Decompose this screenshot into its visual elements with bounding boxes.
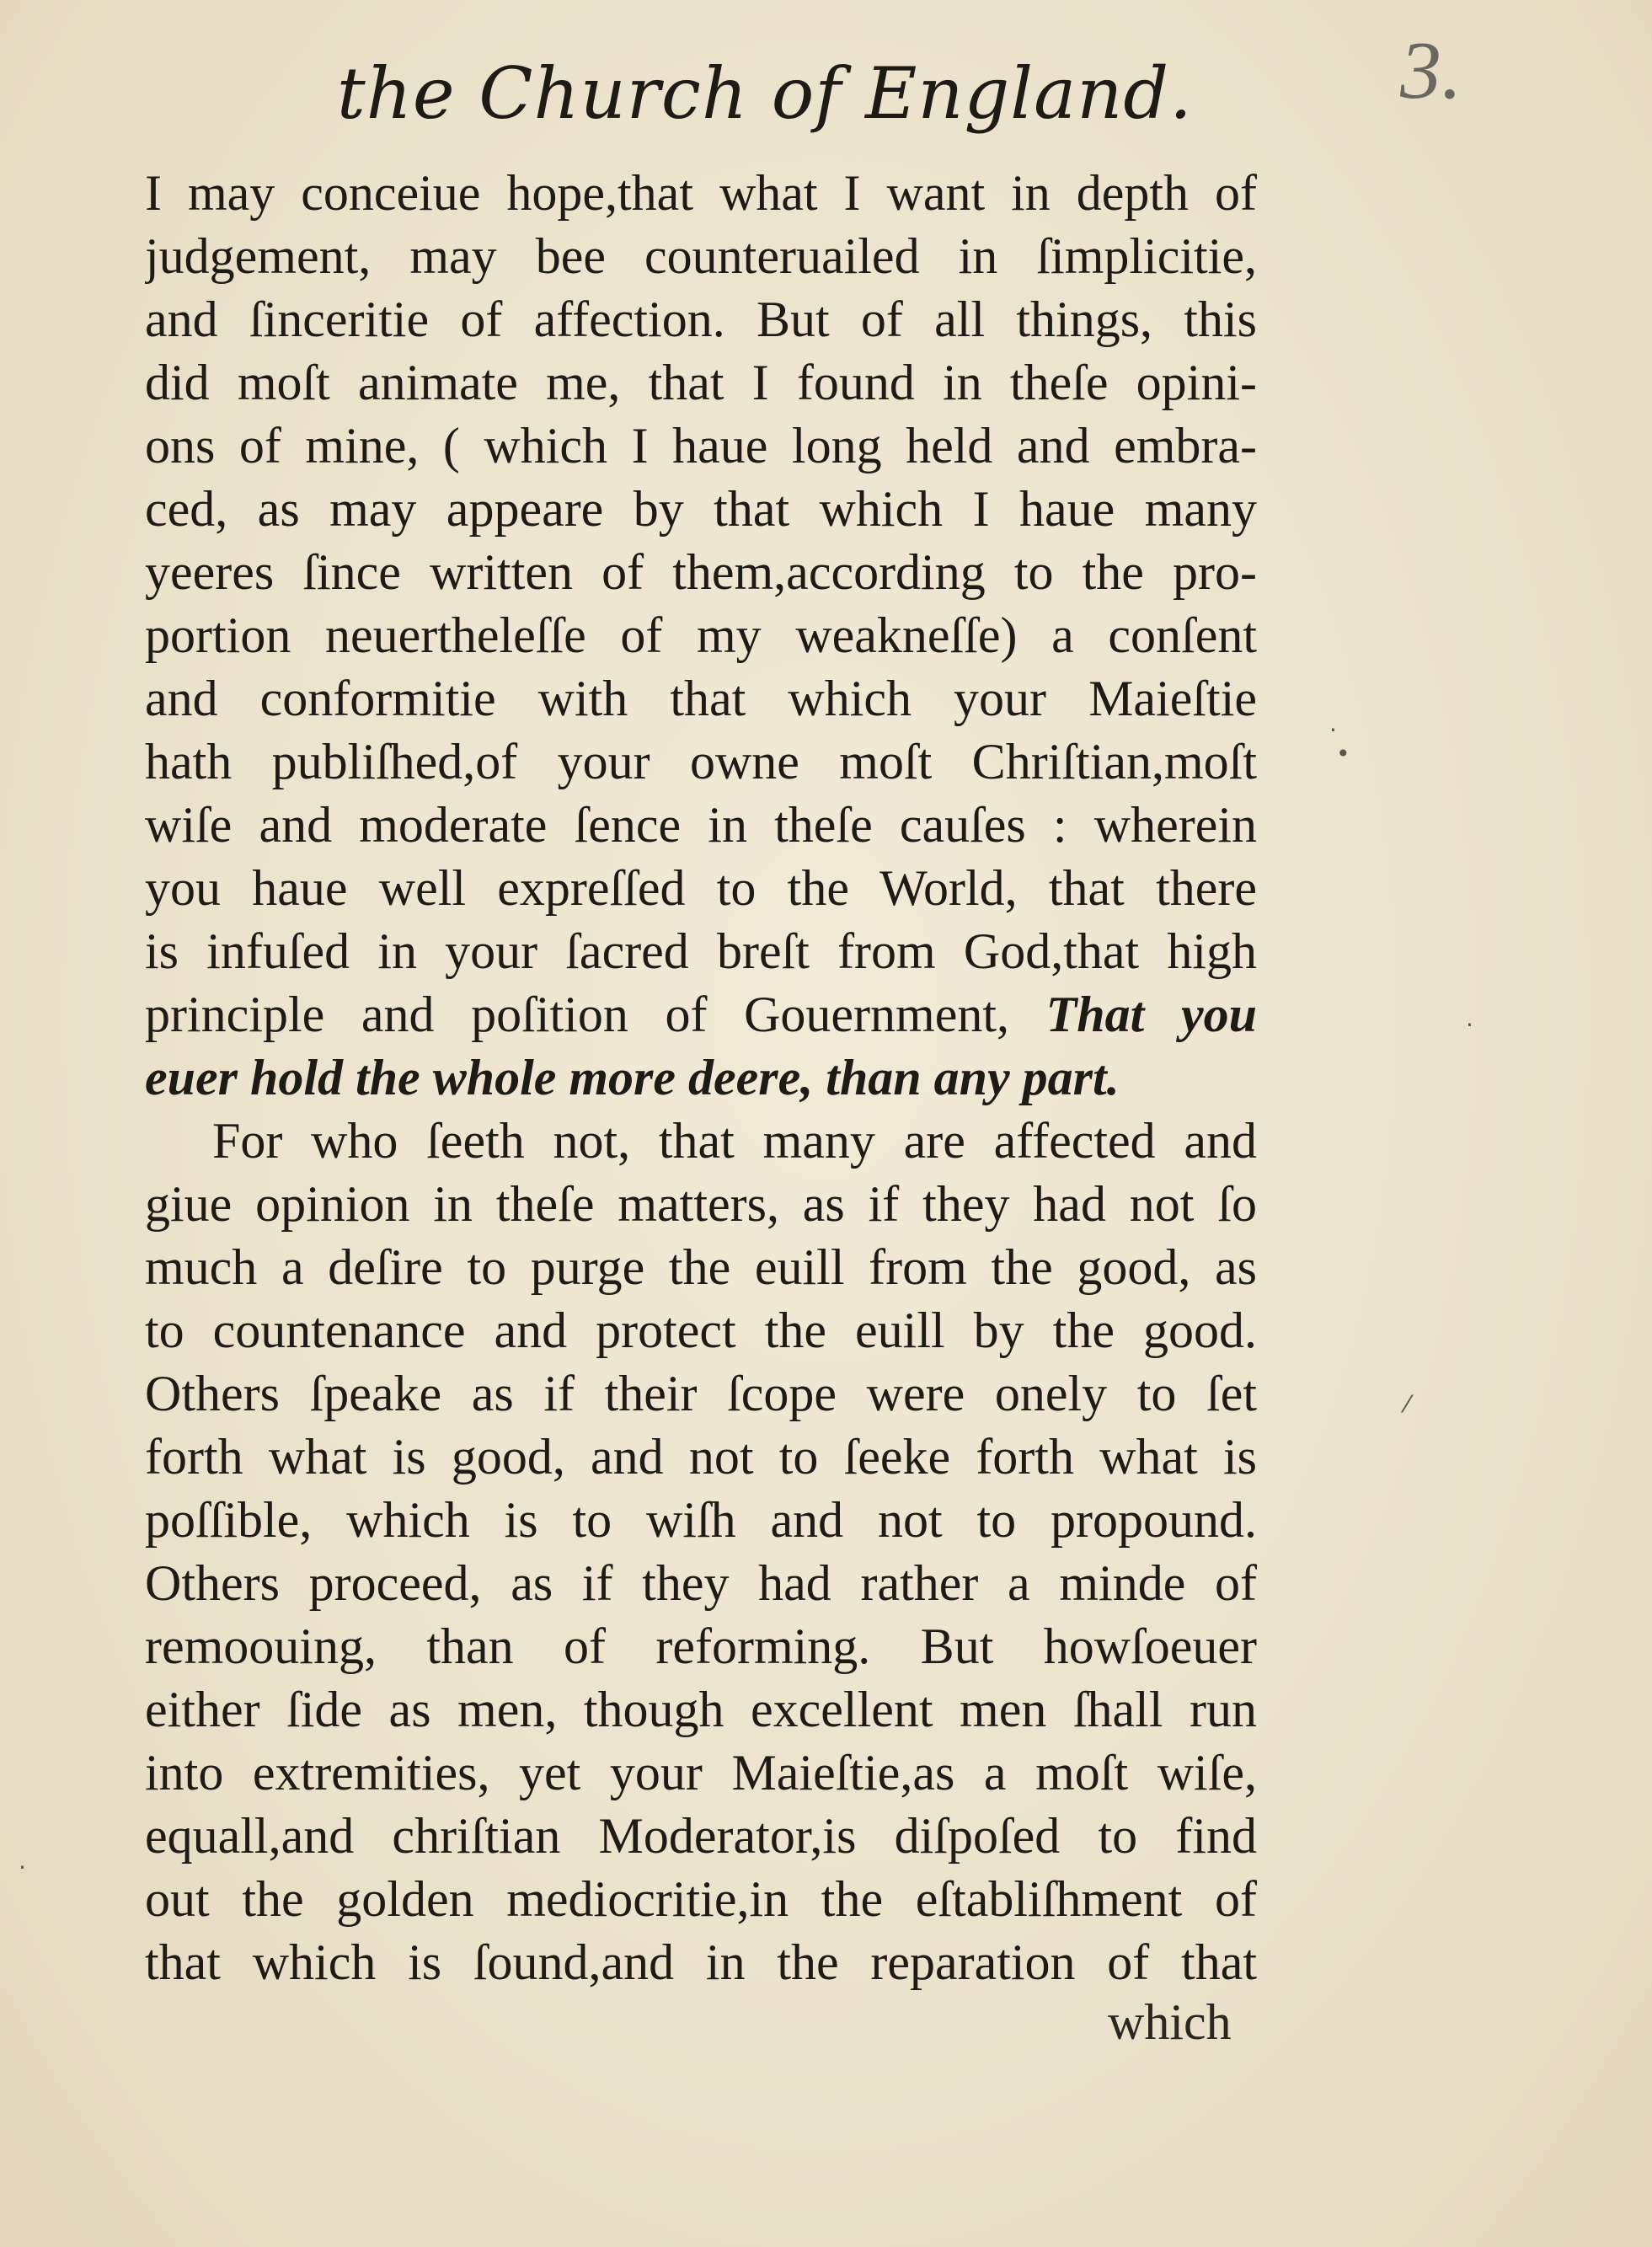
text-line: remoouing, than of reforming. But howſoeuer bbox=[145, 1618, 1257, 1674]
text-line: that which is ſound,and in the reparation of that bbox=[145, 1934, 1257, 1990]
text-line: and conformitie with that which your Maieſtie bbox=[145, 671, 1257, 726]
text-line: hath publiſhed,of your owne moſt Chriſtian,moſt bbox=[145, 734, 1257, 789]
text-line: equall,and chriſtian Moderator,is diſpoſed to find bbox=[145, 1808, 1257, 1864]
italic-maxim-part-1: That you bbox=[1045, 987, 1257, 1042]
text-line: poſſible, which is to wiſh and not to propound. bbox=[145, 1492, 1257, 1548]
body-text bbox=[145, 162, 1257, 1994]
margin-speck: · bbox=[1466, 1011, 1473, 1039]
text-line: Others ſpeake as if their ſcope were onely to ſet bbox=[145, 1366, 1257, 1421]
text-line: Others proceed, as if they had rather a minde of bbox=[145, 1555, 1257, 1611]
catchword: which bbox=[1108, 1994, 1232, 2050]
text-line: you haue well expreſſed to the World, that there bbox=[145, 860, 1257, 916]
text-line: judgement, may bee counteruailed in ſimplicitie, bbox=[145, 228, 1257, 284]
text-line: portion neuertheleſſe of my weakneſſe) a conſent bbox=[145, 607, 1257, 663]
margin-speck: · bbox=[1329, 716, 1337, 744]
text-line: much a deſire to purge the euill from the good, as bbox=[145, 1239, 1257, 1295]
running-head: the Church of England. bbox=[337, 52, 1193, 135]
text-line: giue opinion in theſe matters, as if they had not ſo bbox=[145, 1176, 1257, 1232]
text-line: ced, as may appeare by that which I haue many bbox=[145, 481, 1257, 537]
page-number: 3. bbox=[1400, 25, 1462, 116]
text-line: I may conceiue hope,that what I want in depth of bbox=[145, 165, 1257, 221]
text-line-mixed bbox=[145, 983, 1257, 1046]
text-line: and ſinceritie of affection. But of all things, this bbox=[145, 292, 1257, 347]
margin-tick: ⁄ bbox=[1405, 1390, 1409, 1418]
text-line: to countenance and protect the euill by the good. bbox=[145, 1303, 1257, 1358]
text-line: wiſe and moderate ſence in theſe cauſes : wherein bbox=[145, 797, 1257, 853]
italic-maxim-line: euer hold the whole more deere, than any part. bbox=[145, 1050, 1120, 1105]
margin-speck: · bbox=[19, 1854, 26, 1881]
margin-speck: • bbox=[1336, 740, 1350, 768]
text-line: principle and poſition of Gouernment, bbox=[145, 987, 1010, 1042]
italic-maxim-part-2 bbox=[145, 1046, 1257, 1110]
text-line: into extremities, yet your Maieſtie,as a moſt wiſe, bbox=[145, 1745, 1257, 1800]
text-line: ons of mine, ( which I haue long held and embra- bbox=[145, 418, 1257, 473]
text-line: yeeres ſince written of them,according to the pro- bbox=[145, 544, 1257, 600]
text-line: out the golden mediocritie,in the eſtabliſhment of bbox=[145, 1871, 1257, 1927]
text-line: either ſide as men, though excellent men ſhall run bbox=[145, 1682, 1257, 1737]
paragraph-start-line: For who ſeeth not, that many are affected and bbox=[212, 1113, 1257, 1169]
text-line: forth what is good, and not to ſeeke forth what is bbox=[145, 1429, 1257, 1485]
text-line: did moſt animate me, that I found in theſe opini- bbox=[145, 355, 1257, 410]
text-line: is infuſed in your ſacred breſt from God,that high bbox=[145, 923, 1257, 979]
